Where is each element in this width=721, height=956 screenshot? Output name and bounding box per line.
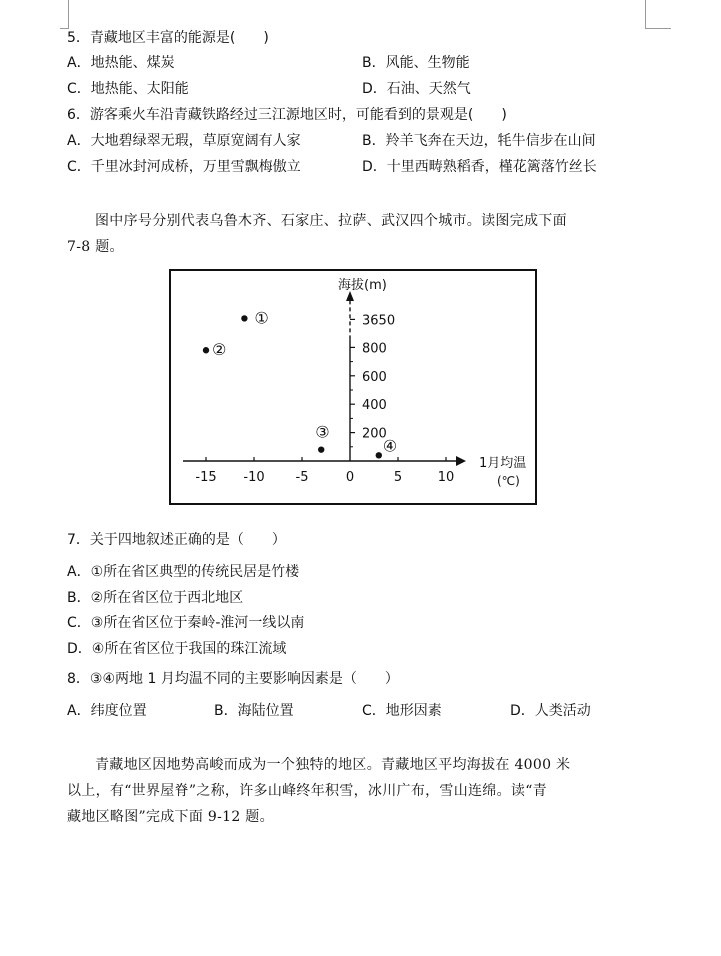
y-axis-title: 海拔(m) bbox=[338, 278, 387, 293]
q5-option-c[interactable]: C．地热能、太阳能 bbox=[67, 81, 189, 97]
y-tick-label: 200 bbox=[362, 426, 387, 442]
x-tick-label: 10 bbox=[437, 470, 455, 485]
intro-9-12-line2: 以上，有“世界屋脊”之称，许多山峰终年积雪，冰川广布，雪山连绵。读“青 bbox=[67, 783, 547, 799]
x-axis-unit: (℃) bbox=[497, 474, 520, 488]
q6-option-d[interactable]: D．十里西畴熟稻香，槿花篱落竹丝长 bbox=[362, 159, 597, 175]
data-point bbox=[241, 315, 247, 321]
q6-option-a[interactable]: A．大地碧绿翠无瑕，草原宽阔有人家 bbox=[67, 133, 301, 149]
data-point-label: ② bbox=[212, 340, 227, 360]
data-point bbox=[376, 452, 382, 458]
data-point-label: ① bbox=[254, 308, 269, 328]
q7-option-b[interactable]: B．②所在省区位于西北地区 bbox=[67, 590, 244, 606]
q7-option-a[interactable]: A．①所在省区典型的传统民居是竹楼 bbox=[67, 564, 300, 580]
x-tick-label: -5 bbox=[295, 470, 309, 485]
altitude-temperature-chart bbox=[169, 269, 537, 505]
q8-stem: 8．③④两地 1 月均温不同的主要影响因素是（ ） bbox=[67, 671, 399, 687]
data-point bbox=[318, 446, 324, 452]
intro-9-12 bbox=[67, 752, 647, 830]
q5-stem: 5．青藏地区丰富的能源是( ) bbox=[67, 30, 269, 46]
q5-option-d[interactable]: D．石油、天然气 bbox=[362, 81, 471, 97]
x-tick-label: -10 bbox=[243, 470, 265, 485]
page-corner-mark-right bbox=[645, 0, 671, 29]
intro-7-8 bbox=[67, 208, 647, 260]
x-tick-label: -15 bbox=[195, 470, 217, 485]
q5-option-b[interactable]: B．风能、生物能 bbox=[362, 55, 470, 71]
y-tick-label: 800 bbox=[362, 341, 387, 357]
data-point-label: ④ bbox=[382, 436, 398, 456]
q7-stem: 7．关于四地叙述正确的是（ ） bbox=[67, 532, 286, 548]
q8-option-b[interactable]: B．海陆位置 bbox=[214, 703, 294, 719]
x-tick-label: 5 bbox=[393, 470, 403, 485]
q7-option-c[interactable]: C．③所在省区位于秦岭-淮河一线以南 bbox=[67, 615, 305, 631]
page-corner-mark-left bbox=[60, 0, 69, 29]
q6-option-b[interactable]: B．羚羊飞奔在天边，牦牛信步在山间 bbox=[362, 133, 596, 149]
intro-9-12-line1: 青藏地区因地势高峻而成为一个独特的地区。青藏地区平均海拔在 4000 米 bbox=[95, 757, 571, 773]
x-axis-title: 1月均温 bbox=[479, 456, 527, 471]
q6-option-c[interactable]: C．千里冰封河成桥，万里雪飘梅傲立 bbox=[67, 159, 301, 175]
y-tick-label: 400 bbox=[362, 398, 387, 414]
q8-option-c[interactable]: C．地形因素 bbox=[362, 703, 442, 719]
intro-7-8-line1: 图中序号分别代表乌鲁木齐、石家庄、拉萨、武汉四个城市。读图完成下面 bbox=[95, 213, 567, 229]
q5-option-a[interactable]: A．地热能、煤炭 bbox=[67, 55, 175, 71]
q6-stem: 6．游客乘火车沿青藏铁路经过三江源地区时，可能看到的景观是( ) bbox=[67, 107, 507, 123]
q8-option-a[interactable]: A．纬度位置 bbox=[67, 703, 147, 719]
intro-9-12-line3: 藏地区略图”完成下面 9-12 题。 bbox=[67, 809, 274, 825]
q8-option-d[interactable]: D．人类活动 bbox=[510, 703, 591, 719]
q7-option-d[interactable]: D．④所在省区位于我国的珠江流域 bbox=[67, 641, 287, 657]
y-tick-label: 3650 bbox=[362, 313, 396, 329]
intro-7-8-line2: 7-8 题。 bbox=[67, 239, 124, 255]
y-tick-label: 600 bbox=[362, 369, 387, 385]
data-point bbox=[203, 347, 209, 353]
x-tick-label: 0 bbox=[345, 470, 355, 485]
data-point-label: ③ bbox=[315, 422, 330, 442]
